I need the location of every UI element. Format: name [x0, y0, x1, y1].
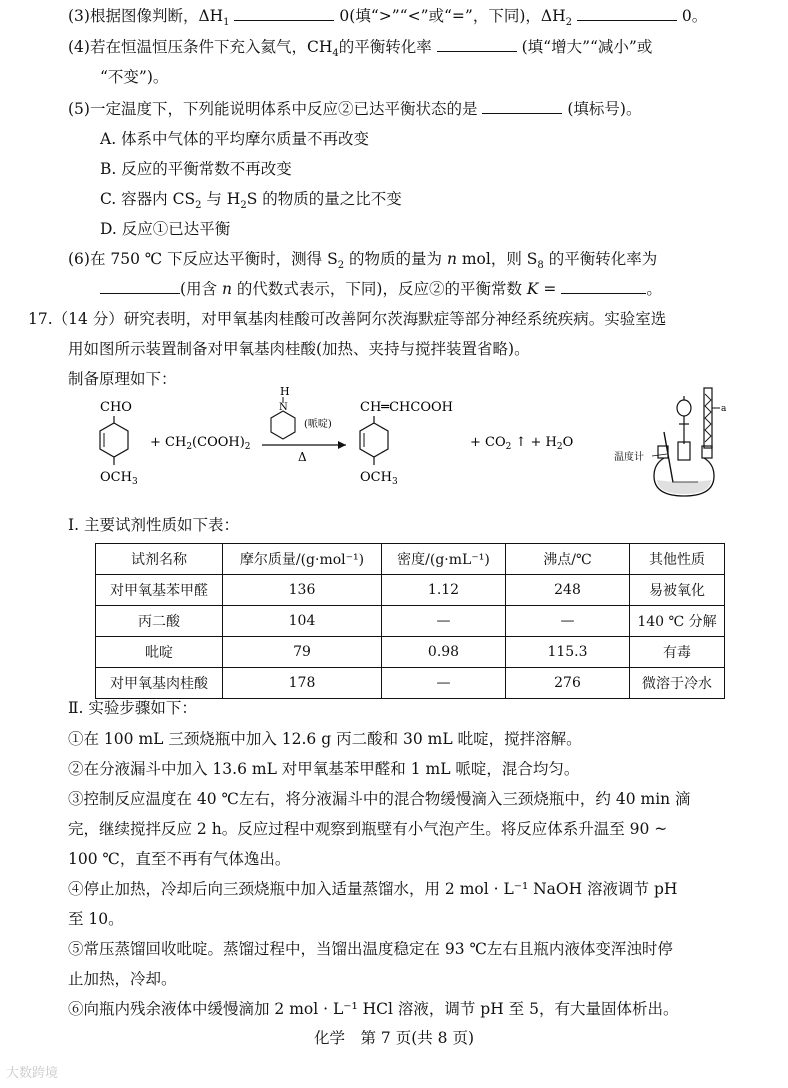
apparatus-diagram — [612, 380, 732, 500]
q17-intro: 17.（14 分）研究表明，对甲氧基肉桂酸可改善阿尔茨海默症等部分神经系统疾病。实验室选 — [28, 310, 667, 328]
section-2-heading: Ⅱ. 实验步骤如下： — [68, 699, 197, 717]
table-row: 对甲氧基苯甲醛 136 1.12 248 易被氧化 — [96, 575, 725, 606]
q16-part3: (3)根据图像判断，$\Delta H_1$ 0(填“>”“<”或“=”，下同)，$\Delta H_2$ 0。 — [68, 7, 708, 29]
methoxy-group-right: $OCH_3$ — [360, 470, 398, 487]
piperidine-label: (哌啶) — [304, 419, 332, 430]
thermometer — [664, 432, 674, 488]
q17-intro-cont: 用如图所示装置制备对甲氧基肉桂酸(加热、夹持与搅拌装置省略)。 — [68, 340, 530, 358]
q16-part6-cont: (用含 n 的代数式表示，下同)，反应②的平衡常数 K = 。 — [100, 278, 662, 300]
q16-part6: (6)在 750 ℃ 下反应达平衡时，测得 $S_2$ 的物质的量为 n mol，则 $S_8$ 的平衡转化率为 — [68, 250, 658, 272]
option-c: C. 容器内 $CS_2$ 与 $H_2S$ 的物质的量之比不变 — [100, 190, 402, 212]
thermometer-label: 温度计 — [614, 452, 644, 463]
option-a: A. 体系中气体的平均摩尔质量不再改变 — [100, 130, 370, 148]
answer-blank — [577, 6, 677, 21]
step-5-cont: 止加热，冷却。 — [68, 970, 177, 988]
step-4-cont: 至 10。 — [68, 910, 124, 928]
q16-part4: (4)若在恒温恒压条件下充入氦气，$CH_4$的平衡转化率 (填“增大”“减小”或 — [68, 38, 653, 60]
answer-blank — [100, 279, 180, 294]
step-3-cont2: 100 ℃，直至不再有气体逸出。 — [68, 850, 291, 868]
product-side-chain: CH═CHCOOH — [360, 400, 453, 415]
table-row: 吡啶 79 0.98 115.3 有毒 — [96, 637, 725, 668]
answer-blank — [482, 99, 562, 114]
q16-part5: (5)一定温度下，下列能说明体系中反应②已达平衡状态的是 (填标号)。 — [68, 100, 642, 118]
section-1-heading: Ⅰ. 主要试剂性质如下表： — [68, 516, 239, 534]
methoxy-group-left: $OCH_3$ — [100, 470, 138, 487]
table-header-row: 试剂名称 摩尔质量/(g·mol⁻¹) 密度/(g·mL⁻¹) 沸点/℃ 其他性质 — [96, 544, 725, 575]
step-6: ⑥向瓶内残余液体中缓慢滴加 2 mol · L⁻¹ HCl 溶液，调节 pH 至 5，有大量固体析出。 — [68, 1000, 679, 1018]
piperidine-ring — [271, 411, 295, 439]
reagent-table — [95, 543, 725, 699]
answer-blank — [234, 6, 334, 21]
watermark: 大数跨境 — [6, 1066, 59, 1081]
heat-symbol: Δ — [298, 450, 307, 464]
answer-blank — [437, 37, 517, 52]
step-2: ②在分液漏斗中加入 13.6 mL 对甲氧基苯甲醛和 1 mL 哌啶，混合均匀。 — [68, 760, 580, 778]
port-a-label: a — [721, 404, 727, 414]
step-4: ④停止加热，冷却后向三颈烧瓶中加入适量蒸馏水，用 2 mol · L⁻¹ NaOH 溶液调节 pH — [68, 880, 678, 898]
table-row: 对甲氧基肉桂酸 178 — 276 微溶于冷水 — [96, 668, 725, 699]
dropping-funnel — [677, 400, 691, 416]
option-b: B. 反应的平衡常数不再改变 — [100, 160, 292, 178]
byproducts: + $CO_2$ ↑ + $H_2O$ — [470, 435, 574, 452]
step-3-cont: 完，继续搅拌反应 2 h。反应过程中观察到瓶壁有小气泡产生。将反应体系升温至 90 ~ — [68, 820, 668, 838]
svg-text:N: N — [279, 402, 288, 413]
svg-text:H: H — [280, 385, 290, 398]
reaction-scheme — [90, 383, 610, 495]
step-5: ⑤常压蒸馏回收吡啶。蒸馏过程中，当馏出温度稳定在 93 ℃左右且瓶内液体变浑浊时停 — [68, 940, 673, 958]
q16-part4-cont: “不变”)。 — [100, 68, 169, 86]
table-row: 丙二酸 104 — — 140 ℃ 分解 — [96, 606, 725, 637]
malonic-acid: + $CH_2(COOH)_2$ — [150, 435, 251, 452]
page-footer: 化学 第 7 页(共 8 页) — [313, 1029, 475, 1047]
principle-heading: 制备原理如下： — [68, 370, 177, 388]
option-d: D. 反应①已达平衡 — [100, 220, 231, 238]
answer-blank — [561, 279, 646, 294]
step-1: ①在 100 mL 三颈烧瓶中加入 12.6 g 丙二酸和 30 mL 吡啶，搅拌溶解。 — [68, 730, 582, 748]
step-3: ③控制反应温度在 40 ℃左右，将分液漏斗中的混合物缓慢滴入三颈烧瓶中，约 40 min 滴 — [68, 790, 691, 808]
cho-group: CHO — [100, 400, 132, 415]
